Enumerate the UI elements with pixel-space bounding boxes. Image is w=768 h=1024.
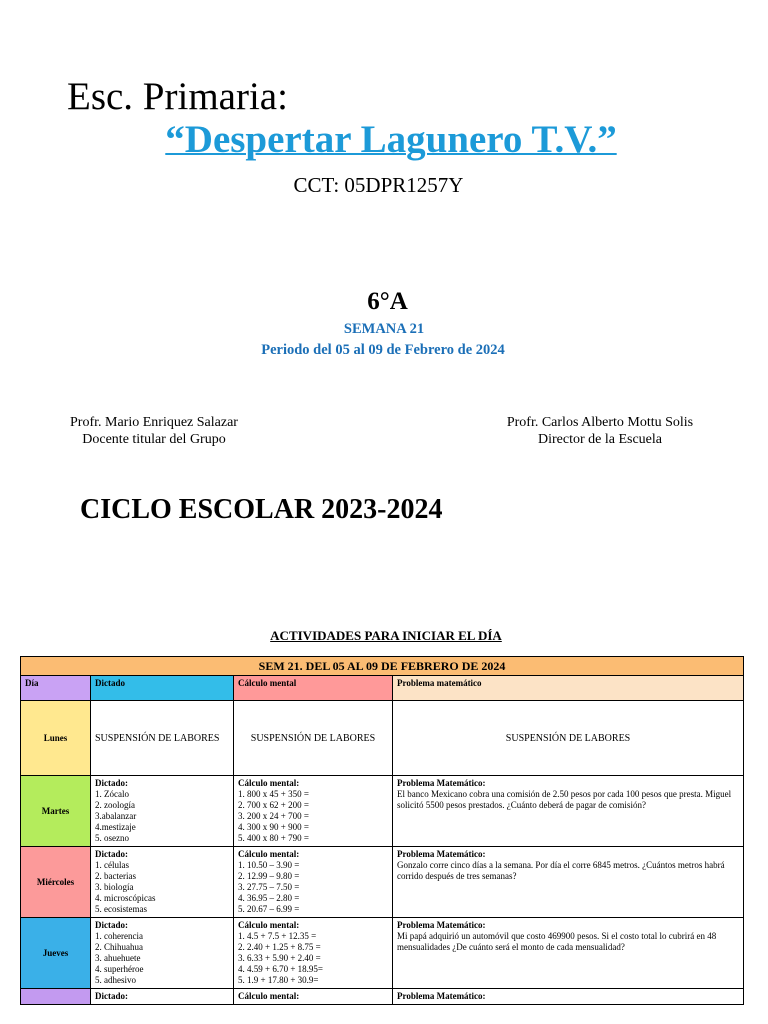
day-lunes: Lunes [21,701,91,776]
dictado-title: Dictado: [95,991,128,1001]
day-martes: Martes [21,776,91,847]
calculo-miercoles [234,847,393,918]
director-role: Director de la Escuela [538,432,662,447]
list-item: 3. ahuehuete [95,953,141,963]
dictado-title: Dictado: [95,920,128,930]
problema-title: Problema Matemático: [397,920,486,930]
list-item: 2. zoología [95,800,135,810]
list-item: 3.abalanzar [95,811,137,821]
list-item: 1. 800 x 45 + 350 = [238,789,309,799]
list-item: 5. adhesivo [95,975,136,985]
problem-text: El banco Mexicano cobra una comisión de 2.50 pesos por cada 100 pesos que presta. Miguel solicitó 5500 pesos prestados. ¿Cuánto deberá de pagar de comisión? [397,789,732,810]
list-item: 1. coherencia [95,931,143,941]
problema-title: Problema Matemático: [397,991,486,1001]
calculo-title: Cálculo mental: [238,920,300,930]
table-row-martes [21,776,744,847]
dictado-viernes [91,989,234,1005]
calculo-jueves [234,918,393,989]
calculo-title: Cálculo mental: [238,778,300,788]
dictado-title: Dictado: [95,778,128,788]
problema-lunes: SUSPENSIÓN DE LABORES [393,701,744,776]
list-item: 1. 10.50 – 3.90 = [238,860,300,870]
problem-text: Gonzalo corre cinco días a la semana. Por día el corre 6845 metros. ¿Cuántos metros habrá corrido después de tres semanas? [397,860,725,881]
problema-title: Problema Matemático: [397,778,486,788]
problema-martes [393,776,744,847]
school-year-title: CICLO ESCOLAR 2023-2024 [80,494,443,525]
list-item: 5. 1.9 + 17.80 + 30.9= [238,975,319,985]
header-dictado: Dictado [91,676,234,701]
activities-title: ACTIVIDADES PARA INICIAR EL DÍA [270,628,502,643]
list-item: 2. bacterias [95,871,136,881]
dictado-title: Dictado: [95,849,128,859]
day-viernes [21,989,91,1005]
list-item: 4.mestizaje [95,822,136,832]
list-item: 5. osezno [95,833,129,843]
period-label: Periodo del 05 al 09 de Febrero de 2024 [261,342,505,358]
list-item: 3. 27.75 – 7.50 = [238,882,300,892]
dictado-lunes: SUSPENSIÓN DE LABORES [91,701,234,776]
header-problema: Problema matemático [393,676,744,701]
dictado-jueves [91,918,234,989]
calculo-title: Cálculo mental: [238,991,300,1001]
list-item: 4. 300 x 90 + 900 = [238,822,309,832]
problema-jueves [393,918,744,989]
list-item: 4. 36.95 – 2.80 = [238,893,300,903]
list-item: 5. 20.67 – 6.99 = [238,904,300,914]
school-name: “Despertar Lagunero T.V.” [165,118,617,161]
director-signature [470,414,730,448]
school-label: Esc. Primaria: [67,75,288,118]
week-title: SEM 21. DEL 05 AL 09 DE FEBRERO DE 2024 [21,657,744,676]
list-item: 4. superhéroe [95,964,144,974]
calculo-viernes [234,989,393,1005]
list-item: 5. ecosistemas [95,904,147,914]
table-row-viernes [21,989,744,1005]
dictado-martes [91,776,234,847]
list-item: 3. 6.33 + 5.90 + 2.40 = [238,953,321,963]
list-item: 4. 4.59 + 6.70 + 18.95= [238,964,323,974]
dictado-miercoles [91,847,234,918]
list-item: 1. células [95,860,129,870]
director-name: Profr. Carlos Alberto Mottu Solis [506,415,694,430]
calculo-title: Cálculo mental: [238,849,300,859]
week-header-row [21,657,744,676]
school-cct: CCT: 05DPR1257Y [293,173,464,197]
day-jueves: Jueves [21,918,91,989]
week-label: SEMANA 21 [343,321,425,337]
problema-miercoles [393,847,744,918]
problem-text: Mi papá adquirió un automóvil que costo 469900 pesos. Si el costo total lo cubrirá en 48 mensualidades ¿De cuánto será el monto de cada mensualidad? [397,931,717,952]
problema-viernes [393,989,744,1005]
calculo-martes [234,776,393,847]
list-item: 5. 400 x 80 + 790 = [238,833,309,843]
list-item: 3. biología [95,882,134,892]
column-header-row [21,676,744,701]
problema-title: Problema Matemático: [397,849,486,859]
list-item: 2. 2.40 + 1.25 + 8.75 = [238,942,321,952]
list-item: 2. 12.99 – 9.80 = [238,871,300,881]
day-miercoles: Miércoles [21,847,91,918]
activities-table [20,656,744,1005]
table-row-lunes [21,701,744,776]
teacher-role: Docente titular del Grupo [82,432,226,447]
list-item: 2. Chihuahua [95,942,143,952]
header-dia: Día [21,676,91,701]
table-row-miercoles [21,847,744,918]
header-calculo: Cálculo mental [234,676,393,701]
table-row-jueves [21,918,744,989]
list-item: 4. microscópicas [95,893,156,903]
group-label: 6°A [367,288,408,315]
calculo-lunes: SUSPENSIÓN DE LABORES [234,701,393,776]
list-item: 2. 700 x 62 + 200 = [238,800,309,810]
list-item: 1. 4.5 + 7.5 + 12.35 = [238,931,317,941]
list-item: 1. Zócalo [95,789,129,799]
teacher-signature [40,414,268,448]
teacher-name: Profr. Mario Enriquez Salazar [70,415,238,430]
list-item: 3. 200 x 24 + 700 = [238,811,309,821]
